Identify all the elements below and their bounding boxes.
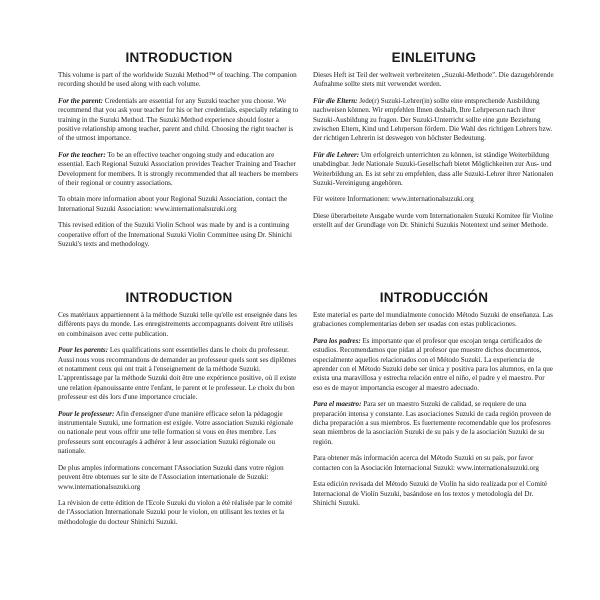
- german-teacher-lead: Für die Lehrer:: [313, 150, 360, 159]
- english-parent-paragraph: [58, 97, 300, 144]
- german-parent-lead: Für die Eltern:: [313, 96, 358, 105]
- spanish-edition-paragraph: Esta edición revisada del Método Suzuki de Violín ha sido realizada por el Comité Internacional de Violín Suzuki, basándose en los textos y metodología del Dr. Shinichi Suzuki.: [313, 480, 548, 507]
- german-parent-paragraph: [313, 97, 555, 144]
- german-teacher-text: Um erfolgreich unterrichten zu können, ist ständige Weiterbildung unabdingbar. Jede Nationale Suzuki-Gesellschaft bietet Möglichkeiten zur Aus- und Weiterbildung an. Es ist sehr zu empfehlen, dass alle Suzuki-Lehrer ihrer Nationalen Suzuki-Vereinigung angehören.: [313, 150, 554, 188]
- german-intro-paragraph: Dieses Heft ist Teil der weltweit verbreiteten „Suzuki-Methode". Die dazugehörende Aufnahme sollte stets mit verwendet werden.: [313, 71, 554, 89]
- french-parent-lead: Pour les parents:: [58, 346, 109, 355]
- german-section: [313, 50, 555, 238]
- spanish-title: INTRODUCCIÓN: [379, 290, 489, 305]
- spanish-section: [313, 290, 555, 515]
- english-intro-paragraph: This volume is part of the worldwide Suzuki Method™ of teaching. The companion recording should be used along with each volume.: [58, 71, 297, 89]
- french-teacher-text: Afin d'enseigner d'une manière efficace selon la pédagogie instrumentale Suzuki, une formation est exigée. Votre association Suzuki régionale ou nationale peut vous offrir une telle formation si vous en êtes membre. Les professeurs sont encouragés à adhérer à leur association Suzuki régionale ou nationale.: [58, 409, 294, 456]
- english-edition-paragraph: This revised edition of the Suzuki Violin School was made by and is a continuing cooperative effort of the International Suzuki Violin Committee using Dr. Shinichi Suzuki's texts and methodology.: [58, 221, 292, 249]
- french-title: INTRODUCTION: [125, 290, 233, 305]
- german-edition-paragraph: Diese überarbeitete Ausgabe wurde vom Internationalen Suzuki Komitee für Violine erstellt auf der Grundlage von Dr. Shinichi Suzukis Notentext und seiner Methode.: [313, 211, 553, 230]
- german-info-paragraph: Für weitere Informationen: www.internationalsuzuki.org: [313, 195, 474, 204]
- spanish-teacher-lead: Para el maestro:: [313, 400, 362, 409]
- spanish-teacher-paragraph: [313, 400, 555, 447]
- english-teacher-lead: For the teacher:: [58, 150, 106, 159]
- spanish-parent-text: Es importante que el profesor que escojan tenga certificados de estudios. Recomendamos que pidan al profesor que muestre dichos documentos, especialmente aquellos relacionados con el Método Suzuki. La experiencia de aprender con el Método Suzuki debe ser única y positiva para los alumnos, en la que exista una maravillosa y estrecha relación entre el niño, el padre y el maestro. Por eso es de mayor importancia escoger al maestro adecuado.: [313, 336, 553, 392]
- english-parent-lead: For the parent:: [58, 96, 103, 105]
- french-teacher-paragraph: [58, 410, 300, 457]
- german-title: EINLEITUNG: [391, 50, 477, 65]
- english-teacher-paragraph: [58, 151, 300, 189]
- spanish-parent-lead: Para los padres:: [313, 336, 361, 345]
- english-title: INTRODUCTION: [125, 50, 233, 65]
- english-info-paragraph: To obtain more information about your Regional Suzuki Association, contact the International Suzuki Association: www.internationalsuzuki.org: [58, 195, 288, 213]
- french-info-paragraph: De plus amples informations concernant l'Association Suzuki dans votre région peuvent être obtenues sur le site de l'Association internationale de Suzuki: www.internationalsuzuki.org: [58, 463, 284, 491]
- spanish-intro-paragraph: Este material es parte del mundialmente conocido Método Suzuki de enseñanza. Las grabaciones complementarias deben ser usadas con estas publicaciones.: [313, 311, 553, 329]
- french-section: [58, 290, 300, 534]
- spanish-teacher-text: Para ser un maestro Suzuki de calidad, se requiere de una preparación intensa y constante. Las asociaciones Suzuki de cada región proveen de dicha preparación a sus miembros. Es fuertemente recomendable que los profesores sean miembros de la asociación Suzuki de su país y de la asociación Suzuki de su región.: [313, 400, 552, 446]
- spanish-info-paragraph: Para obtener más información acerca del Método Suzuki en su país, por favor contacten con la Asociación Internacional Suzuki: www.internationalsuzuki.org: [313, 454, 539, 472]
- french-intro-paragraph: Ces matériaux appartiennent à la méthode Suzuki telle qu'elle est enseignée dans les différents pays du monde. Les enregistrements accompagnants doivent être utilisés en combinaison avec cette publication.: [58, 311, 297, 338]
- french-parent-paragraph: [58, 346, 300, 402]
- french-teacher-lead: Pour le professeur:: [58, 409, 115, 418]
- english-parent-text: Credentials are essential for any Suzuki teacher you choose. We recommend that you ask your teacher for his or her credentials, especially relating to training in the Suzuki Method. The Suzuki Method experience should foster a positive relationship among teacher, parent and child. Choosing the right teacher is of the utmost importance.: [58, 96, 299, 143]
- german-teacher-paragraph: [313, 151, 555, 189]
- french-edition-paragraph: La révision de cette édition de l'Ecole Suzuki du violon a été réalisée par le comité de l'Association Internationale Suzuki pour le violon, en utilisant les textes et la méthodologie du docteur Shinichi Suzuki.: [58, 498, 293, 526]
- english-section: [58, 50, 300, 257]
- french-parent-text: Les qualifications sont essentielles dans le choix du professeur. Aussi nous vous recommandons de demander au professeur quels sont ses diplômes et notamment ceux qui ont trait à l'enseignement de la méthode Suzuki. L'apprentissage par la méthode Suzuki doit être une expérience positive, où il existe une relation épanouissante entre l'enfant, le parent et le professeur. Le choix du bon professeur est dès lors d'une importance cruciale.: [58, 346, 297, 402]
- spanish-parent-paragraph: [313, 337, 555, 393]
- english-teacher-text: To be an effective teacher ongoing study and education are essential. Each Regional Suzuki Association provides Teacher Training and Teacher Development for members. It is strongly recommended that all teachers be members of their regional or country associations.: [58, 150, 298, 188]
- german-parent-text: Jede(r) Suzuki-Lehrer(in) sollte eine entsprechende Ausbildung nachweisen können. Wir empfehlen Ihnen deshalb, Ihre Lehrperson nach ihrer Suzuki-Ausbildung zu fragen. Der Suzuki-Unterricht sollte eine gute Beziehung zwischen Eltern, Kind und Lehrperson fördern. Die Wahl des richtigen Lehrers bzw. der richtigen Lehrerin ist deswegen von höchster Bedeutung.: [313, 96, 553, 143]
